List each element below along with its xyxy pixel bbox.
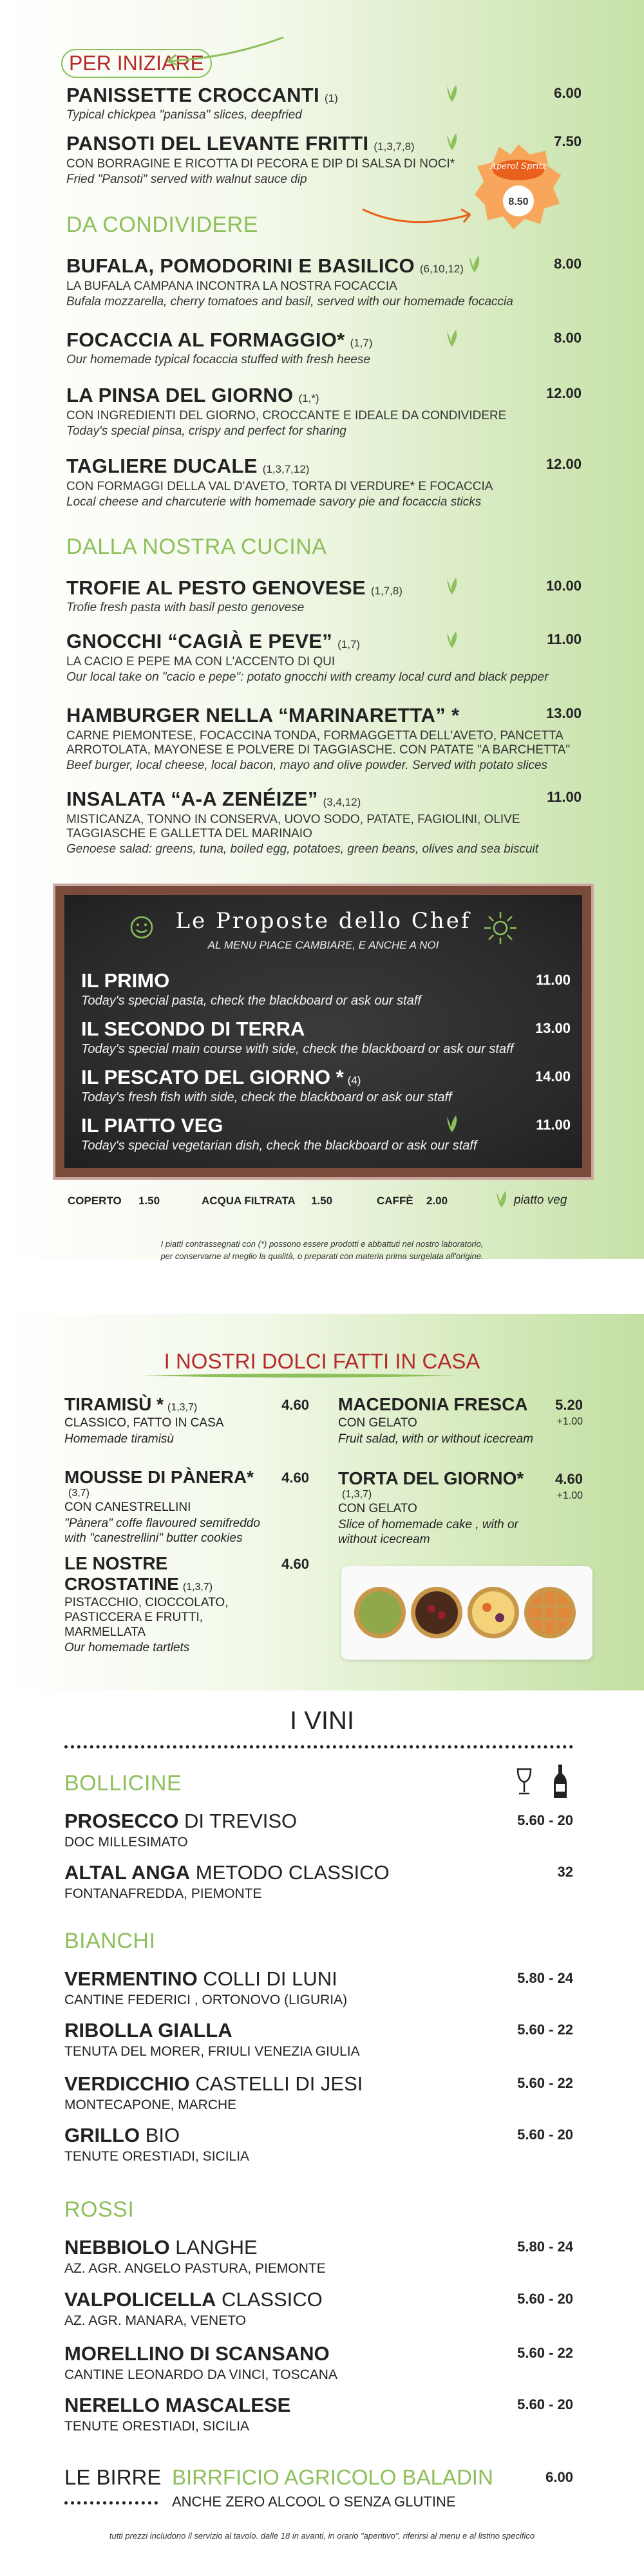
chef-item-name: IL PIATTO VEG <box>81 1114 223 1137</box>
item-english: Typical chickpea "panissa" slices, deepfried <box>66 108 302 122</box>
section-title-bollicine: BOLLICINE <box>64 1771 182 1795</box>
item-description: CON FORMAGGI DELLA VAL D'AVETO, TORTA DI VERDURE* E FOCACCIA <box>66 480 493 493</box>
wine-price: 5.80 - 24 <box>517 1970 573 1986</box>
chef-item-name: IL SECONDO DI TERRA <box>81 1018 305 1040</box>
birre-brand: BIRRFICIO AGRICOLO BALADIN <box>172 2465 493 2489</box>
wine-producer: FONTANAFREDDA, PIEMONTE <box>64 1886 262 1901</box>
wine-producer: AZ. AGR. ANGELO PASTURA, PIEMONTE <box>64 2261 326 2276</box>
item-allergens: (3,4,12) <box>323 796 361 808</box>
aperol-spritz-badge <box>473 142 564 232</box>
wine-name: VERDICCHIO <box>64 2072 190 2095</box>
item-description: CON BORRAGINE E RICOTTA DI PECORA E DIP DI SALSA DI NOCI* <box>66 157 455 171</box>
dessert-price: 4.60 <box>281 1397 309 1413</box>
item-price: 11.00 <box>547 789 582 805</box>
dessert-price: 4.60 <box>555 1471 583 1487</box>
menu-item <box>66 384 582 439</box>
chef-item-price: 13.00 <box>535 1020 571 1036</box>
wine-bottle-icon <box>553 1763 568 1799</box>
wine-name-detail: METODO CLASSICO <box>190 1861 390 1884</box>
item-price: 12.00 <box>545 456 582 472</box>
item-allergens: (1,7) <box>337 638 361 650</box>
veg-leaf-icon <box>444 132 460 153</box>
dessert-item <box>338 1468 583 1547</box>
leaf-icon <box>494 1189 508 1209</box>
menu-item <box>66 576 582 615</box>
item-allergens: (1,3,7,8) <box>374 140 415 153</box>
item-english: Genoese salad: greens, tuna, boiled egg, potatoes, green beans, olives and sea biscuit <box>66 842 539 856</box>
chef-item-english: Today's special main course with side, check the blackboard or ask our staff <box>81 1042 514 1056</box>
item-english: Local cheese and charcuterie with homemade savory pie and focaccia sticks <box>66 495 482 509</box>
chef-item-price: 11.00 <box>536 972 571 988</box>
wine-price: 5.60 - 20 <box>517 2126 573 2143</box>
wine-name-detail: COLLI DI LUNI <box>197 1967 337 1990</box>
wine-name-detail: LANGHE <box>169 2236 258 2259</box>
wine-name: NEBBIOLO <box>64 2236 170 2259</box>
dessert-allergens: (1,3,7) <box>182 1582 213 1593</box>
dessert-english: Homemade tiramisù <box>64 1432 174 1446</box>
birre-section <box>64 2465 573 2510</box>
item-name: PANSOTI DEL LEVANTE FRITTI <box>66 132 369 155</box>
item-name: TAGLIERE DUCALE <box>66 455 258 477</box>
wine-glass-icon <box>515 1768 533 1797</box>
item-price: 6.00 <box>554 85 582 101</box>
menu-item <box>66 328 582 367</box>
dessert-description: CON GELATO <box>338 1502 417 1515</box>
badge-brand-text: Aperol Spritz <box>490 162 547 171</box>
chef-item-english: Today's fresh fish with side, check the blackboard or ask our staff <box>81 1090 452 1104</box>
wine-name-detail: BIO <box>140 2124 180 2146</box>
dessert-item <box>64 1394 309 1447</box>
dessert-price: 4.60 <box>281 1470 309 1486</box>
item-name: INSALATA “A-A ZENÉIZE” <box>66 788 318 810</box>
veg-leaf-icon <box>444 84 460 104</box>
item-description: CARNE PIEMONTESE, FOCACCINA TONDA, FORMAGGETTA DELL'AVETO, PANCETTA ARROTOLATA, MAYONESE E POLVERE DI TAGGIASCHE. CON PATATE "A BARCHETTA" <box>66 729 571 757</box>
chef-chalkboard <box>53 884 594 1180</box>
chef-item-allergens: (4) <box>347 1074 361 1086</box>
dessert-description: CLASSICO, FATTO IN CASA <box>64 1416 224 1430</box>
bottom-note: tutti prezzi includono il servizio al tavolo. dalle 18 in avanti, in orario "aperitivo", riferirsi al menu e al listino specifico <box>109 2531 535 2541</box>
dessert-extra-price: +1.00 <box>556 1490 583 1501</box>
item-english: Trofie fresh pasta with basil pesto genovese <box>66 601 305 614</box>
item-english: Bufala mozzarella, cherry tomatoes and basil, served with our homemade focaccia <box>66 294 513 308</box>
wine-item <box>64 2288 573 2329</box>
wine-producer: CANTINE LEONARDO DA VINCI, TOSCANA <box>64 2367 337 2382</box>
wine-price: 5.80 - 24 <box>517 2239 573 2255</box>
item-price: 12.00 <box>545 385 582 401</box>
menu-item <box>66 788 582 857</box>
wine-producer: TENUTE ORESTIADI, SICILIA <box>64 2419 250 2434</box>
dessert-name: MOUSSE DI PÀNERA* <box>64 1467 254 1487</box>
item-price: 8.00 <box>554 256 582 272</box>
dessert-name: TORTA DEL GIORNO* <box>338 1468 524 1488</box>
dessert-name: TIRAMISÙ * <box>64 1394 164 1414</box>
menu-item <box>66 630 582 685</box>
wine-item <box>64 1861 573 1902</box>
wine-item <box>64 2019 573 2060</box>
wine-item <box>64 1810 573 1850</box>
wine-price: 5.60 - 20 <box>517 2291 573 2307</box>
arrow-to-badge <box>357 196 480 235</box>
dessert-item <box>64 1467 309 1546</box>
chef-subtitle: AL MENU PIACE CAMBIARE, E ANCHE A NOI <box>207 939 439 951</box>
section-title-per-iniziare: PER INIZIARE <box>61 49 212 78</box>
item-english: Fried "Pansoti" served with walnut sauce dip <box>66 172 307 186</box>
item-price: 10.00 <box>545 578 582 594</box>
wine-item <box>64 2124 573 2164</box>
item-allergens: (1,7) <box>350 337 373 349</box>
dessert-price: 4.60 <box>281 1556 309 1572</box>
wine-name: ALTAL ANGA <box>64 1861 191 1884</box>
wine-name-detail: DI TREVISO <box>178 1810 298 1832</box>
tartlets-photo <box>341 1566 592 1660</box>
wine-producer: TENUTA DEL MORER, FRIULI VENEZIA GIULIA <box>64 2044 360 2059</box>
dessert-name: MACEDONIA FRESCA <box>338 1394 528 1414</box>
item-price: 11.00 <box>547 631 582 647</box>
dessert-english: Fruit salad, with or without icecream <box>338 1432 534 1446</box>
item-allergens: (1,*) <box>298 392 319 404</box>
wine-item <box>64 2236 573 2277</box>
birre-price: 6.00 <box>545 2469 573 2485</box>
dessert-allergens: (1,3,7) <box>167 1402 198 1413</box>
dessert-name: LE NOSTRE CROSTATINE <box>64 1553 179 1594</box>
dessert-english: Our homemade tartlets <box>64 1641 190 1655</box>
wine-producer: CANTINE FEDERICI , ORTONOVO (LIGURIA) <box>64 1993 348 2007</box>
wine-name: VALPOLICELLA <box>64 2288 216 2311</box>
veg-leaf-icon <box>444 328 460 349</box>
item-name: PANISSETTE CROCCANTI <box>66 84 319 106</box>
coperto-label: COPERTO <box>68 1195 122 1207</box>
wine-name: RIBOLLA GIALLA <box>64 2019 232 2041</box>
wine-name: PROSECCO <box>64 1810 179 1832</box>
dessert-description: CON CANESTRELLINI <box>64 1501 191 1514</box>
veg-leaf-icon <box>444 576 460 597</box>
wine-producer: DOC MILLESIMATO <box>64 1835 188 1850</box>
menu-item <box>66 455 582 509</box>
wine-name: MORELLINO DI SCANSANO <box>64 2342 330 2365</box>
wine-producer: MONTECAPONE, MARCHE <box>64 2098 237 2112</box>
coperto-price: 1.50 <box>138 1195 160 1207</box>
item-description: LA BUFALA CAMPANA INCONTRA LA NOSTRA FOCACCIA <box>66 279 397 293</box>
footnote-line-1: I piatti contrassegnati con (*) possono essere prodotti e abbattuti nel nostro laboratorio, <box>160 1239 484 1249</box>
chef-item <box>81 1114 571 1153</box>
badge-price: 8.50 <box>508 196 529 207</box>
footnote-line-2: per conservarne al meglio la qualità, o preparati con materia prima surgelata all'origine. <box>160 1251 484 1261</box>
veg-leaf-icon <box>444 1114 460 1135</box>
chef-item-price: 14.00 <box>535 1068 571 1084</box>
menu-item <box>66 254 582 309</box>
wine-name-detail: CLASSICO <box>216 2288 323 2311</box>
vini-title: I VINI <box>289 1707 355 1735</box>
wine-item <box>64 2342 573 2383</box>
dessert-allergens: (1,3,7) <box>342 1489 372 1500</box>
chef-item <box>81 969 571 1009</box>
veg-leaf-icon <box>444 630 460 650</box>
menu-item <box>66 704 582 773</box>
wine-price: 5.60 - 22 <box>517 2022 573 2038</box>
birre-title: LE BIRRE <box>64 2465 162 2489</box>
item-english: Our local take on "cacio e pepe": potato gnocchi with creamy local curd and black pepper <box>66 670 549 684</box>
wine-name: GRILLO <box>64 2124 140 2146</box>
dessert-price: 5.20 <box>555 1397 583 1413</box>
dolci-title: I NOSTRI DOLCI FATTI IN CASA <box>164 1349 480 1373</box>
item-price: 13.00 <box>545 705 582 721</box>
item-description: MISTICANZA, TONNO IN CONSERVA, UOVO SODO, PATATE, FAGIOLINI, OLIVE TAGGIASCHE E GALLETTA DEL MARINAIO <box>66 813 520 840</box>
chef-item-name: IL PRIMO <box>81 969 170 992</box>
chef-item-name: IL PESCATO DEL GIORNO * <box>81 1066 344 1088</box>
wine-producer: AZ. AGR. MANARA, VENETO <box>64 2313 247 2328</box>
dolci-brush-underline <box>142 1372 457 1379</box>
dessert-item <box>64 1553 309 1656</box>
item-name: TROFIE AL PESTO GENOVESE <box>66 576 366 599</box>
item-price: 7.50 <box>554 133 582 149</box>
item-description: LA CACIO E PEPE MA CON L'ACCENTO DI QUI <box>66 655 336 668</box>
item-price: 8.00 <box>554 330 582 346</box>
item-allergens: (1) <box>324 92 338 104</box>
section-title-bianchi: BIANCHI <box>64 1929 156 1953</box>
item-name: FOCACCIA AL FORMAGGIO* <box>66 328 345 351</box>
wine-price: 5.60 - 22 <box>517 2075 573 2091</box>
dessert-description: PISTACCHIO, CIOCCOLATO, PASTICCERA E FRUTTI, MARMELLATA <box>64 1596 229 1639</box>
item-allergens: (6,10,12) <box>419 263 464 275</box>
acqua-label: ACQUA FILTRATA <box>202 1195 296 1207</box>
menu-item <box>66 84 582 122</box>
dessert-english: "Pànera" coffe flavoured semifreddo with "canestrellini" butter cookies <box>64 1516 260 1545</box>
wine-name: VERMENTINO <box>64 1967 198 1990</box>
wine-item <box>64 2072 573 2113</box>
dessert-item <box>338 1394 583 1447</box>
chef-item-english: Today's special pasta, check the blackboard or ask our staff <box>81 994 421 1008</box>
acqua-price: 1.50 <box>311 1195 333 1207</box>
section-title-rossi: ROSSI <box>64 2197 135 2222</box>
wine-price: 5.60 - 22 <box>517 2345 573 2361</box>
vini-divider <box>64 1745 573 1748</box>
item-name: LA PINSA DEL GIORNO <box>66 384 294 406</box>
chef-title: Le Proposte dello Chef <box>175 908 471 934</box>
veg-leaf-icon <box>467 254 482 275</box>
item-name: BUFALA, POMODORINI E BASILICO <box>66 254 415 277</box>
caffe-label: CAFFÈ <box>377 1195 413 1207</box>
wine-price: 5.60 - 20 <box>517 1812 573 1828</box>
birre-divider <box>64 2501 158 2505</box>
arrow-decoration <box>164 32 293 71</box>
wine-item <box>64 1967 573 2008</box>
item-english: Today's special pinsa, crispy and perfect for sharing <box>66 424 346 438</box>
section-title-dalla-cucina: DALLA NOSTRA CUCINA <box>66 535 327 559</box>
wine-price: 32 <box>557 1864 573 1880</box>
item-allergens: (1,7,8) <box>370 585 402 597</box>
chef-item-price: 11.00 <box>536 1117 571 1133</box>
chef-item <box>81 1018 571 1057</box>
section-title-da-condividere: DA CONDIVIDERE <box>66 213 258 237</box>
wine-item <box>64 2394 573 2434</box>
wine-price: 5.60 - 20 <box>517 2396 573 2412</box>
item-name: GNOCCHI “CAGIÀ E PEVE” <box>66 630 333 652</box>
caffe-price: 2.00 <box>426 1195 448 1207</box>
veg-legend: piatto veg <box>514 1193 567 1207</box>
item-english: Beef burger, local cheese, local bacon, mayo and olive powder. Served with potato slices <box>66 758 548 772</box>
birre-subtitle: ANCHE ZERO ALCOOL O SENZA GLUTINE <box>172 2494 456 2510</box>
wine-producer: TENUTE ORESTIADI, SICILIA <box>64 2149 250 2164</box>
chef-item <box>81 1066 571 1105</box>
item-name: HAMBURGER NELLA “MARINARETTA” * <box>66 704 460 726</box>
item-english: Our homemade typical focaccia stuffed with fresh heese <box>66 353 371 366</box>
dessert-allergens: (3,7) <box>68 1488 90 1499</box>
chef-item-english: Today's special vegetarian dish, check the blackboard or ask our staff <box>81 1139 477 1153</box>
item-description: CON INGREDIENTI DEL GIORNO, CROCCANTE E IDEALE DA CONDIVIDERE <box>66 409 507 422</box>
dessert-extra-price: +1.00 <box>556 1416 583 1427</box>
dessert-description: CON GELATO <box>338 1416 417 1430</box>
wine-name: NERELLO MASCALESE <box>64 2394 291 2416</box>
wine-name-detail: CASTELLI DI JESI <box>189 2072 363 2095</box>
item-allergens: (1,3,7,12) <box>262 463 310 475</box>
dessert-english: Slice of homemade cake , with or without icecream <box>338 1517 518 1546</box>
